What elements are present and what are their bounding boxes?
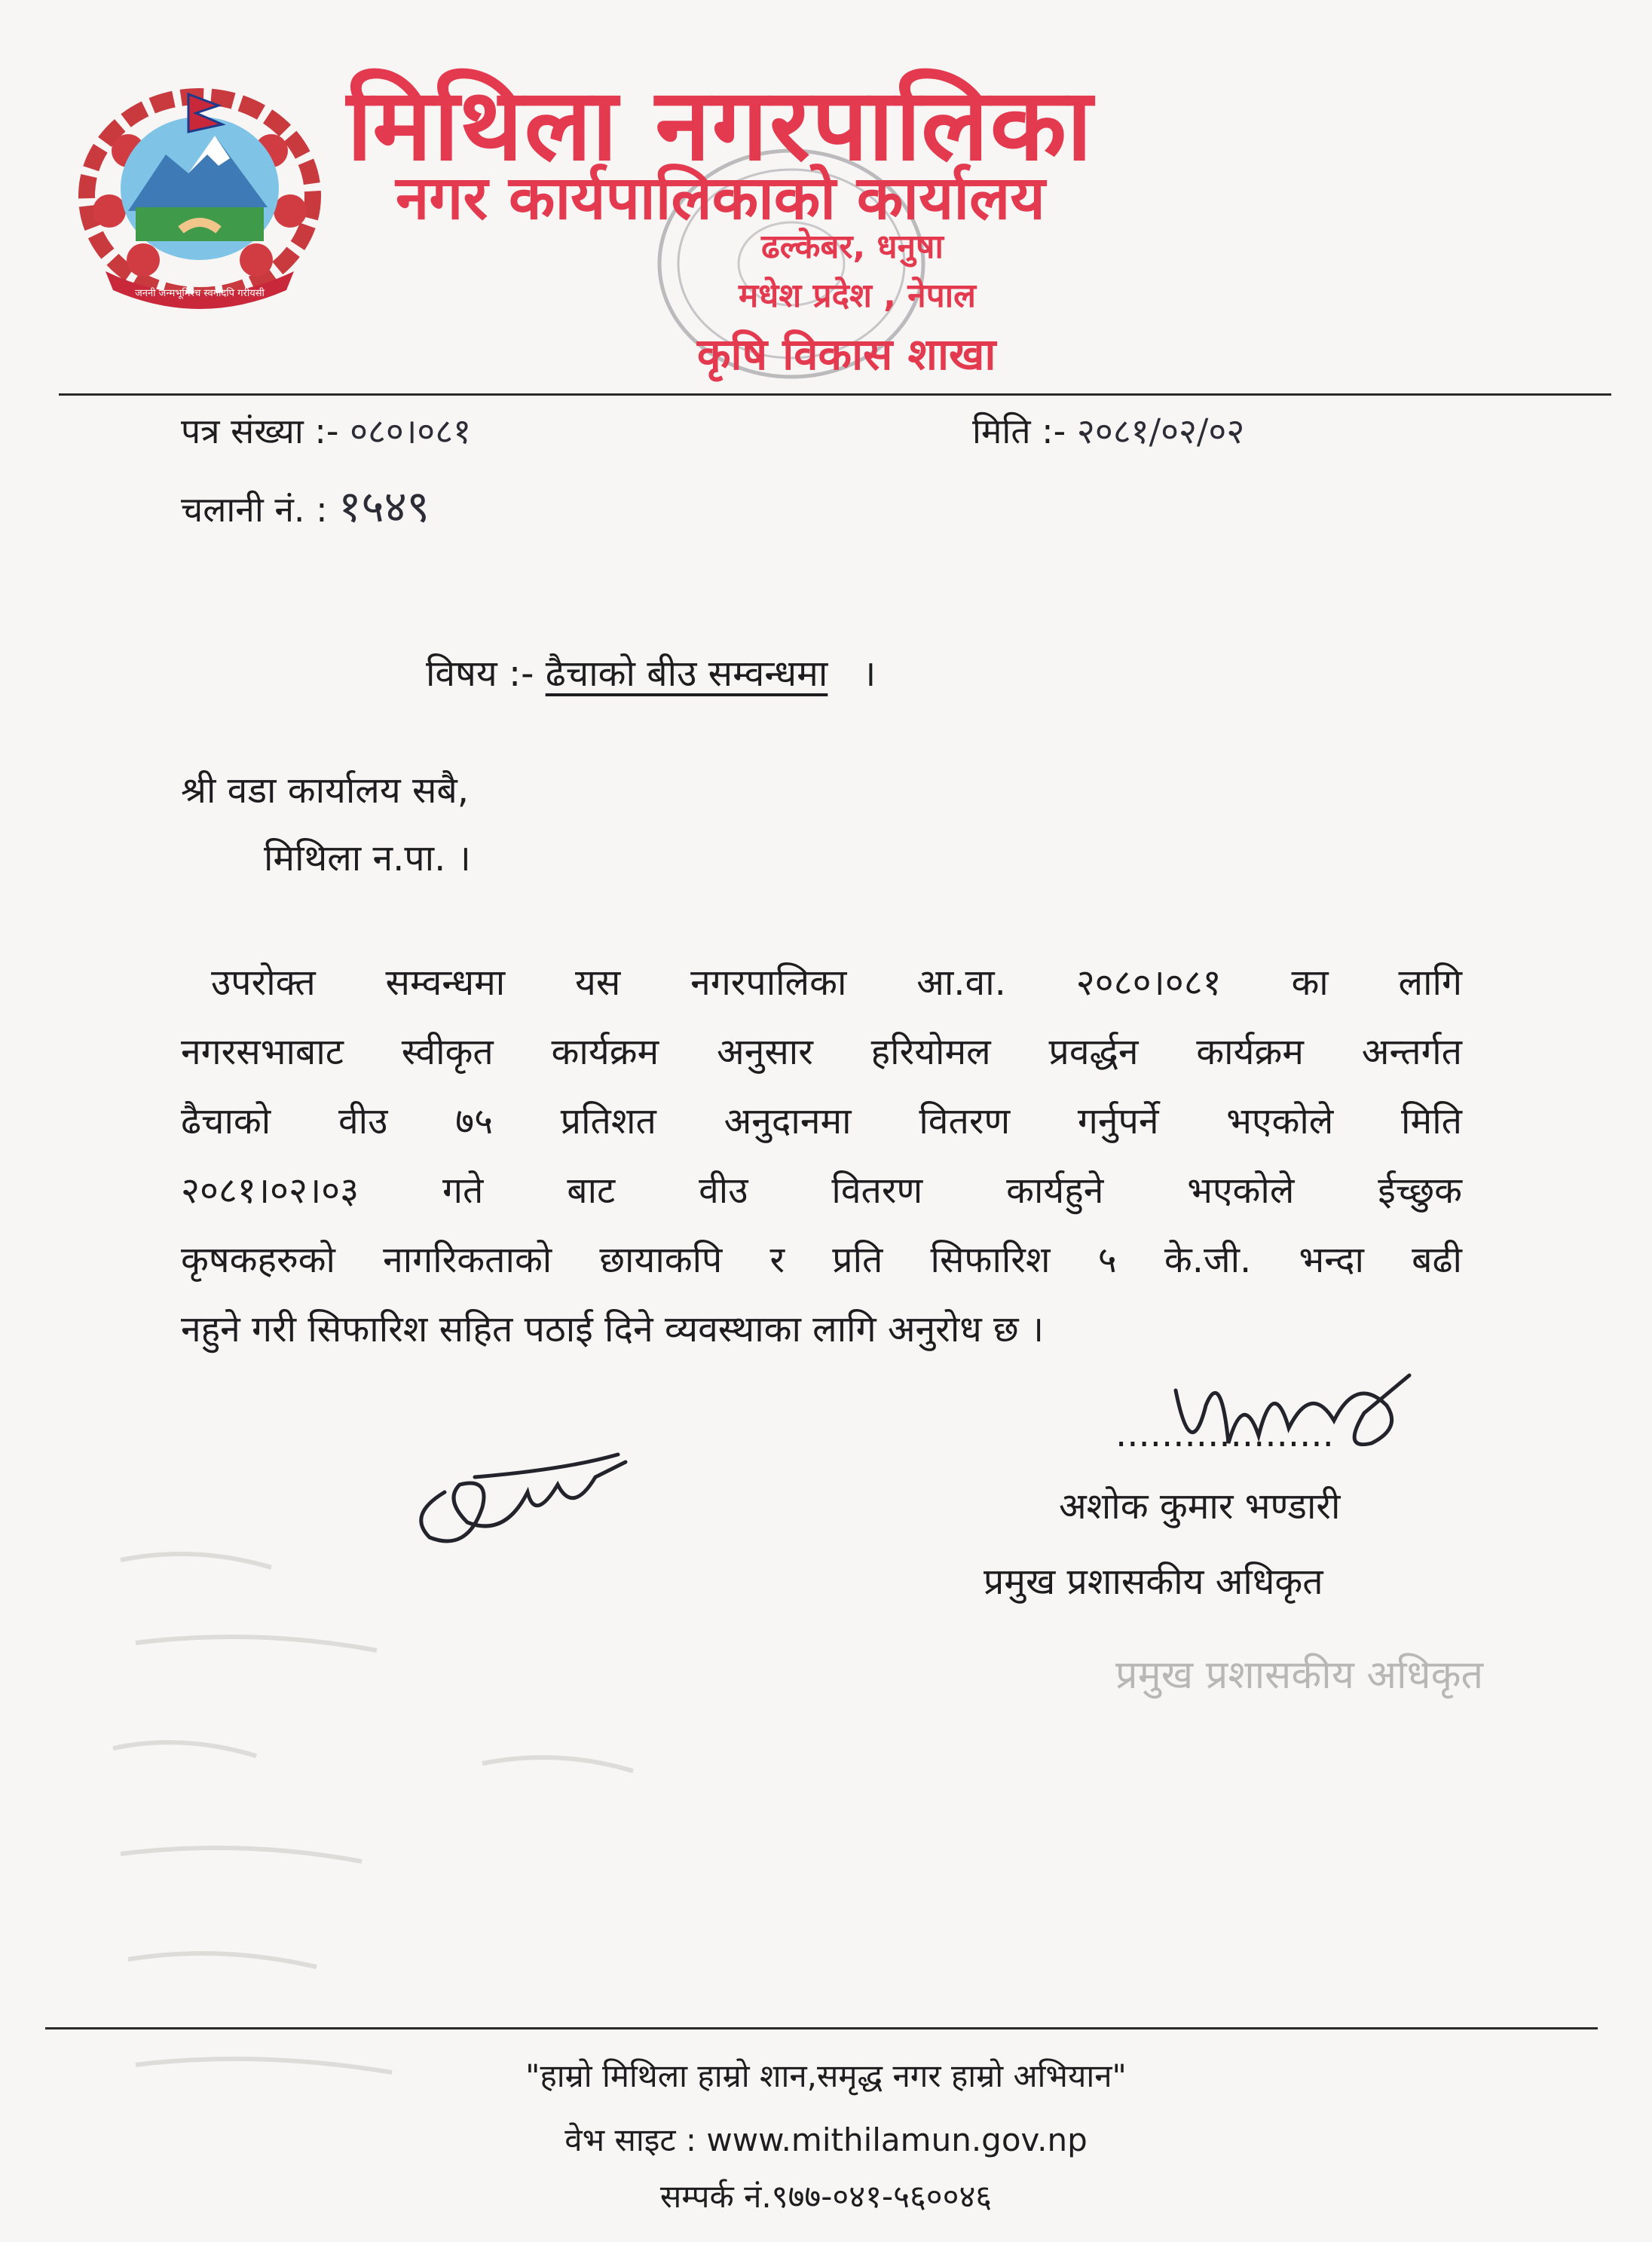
dispatch-number bbox=[181, 475, 430, 534]
svg-text:जननी जन्मभूमिश्च स्वर्गादपि गर: जननी जन्मभूमिश्च स्वर्गादपि गरीयसी bbox=[135, 288, 265, 299]
footer-divider bbox=[45, 2027, 1598, 2029]
footer-contact: सम्पर्क नं.९७७-०४१-५६००४६ bbox=[659, 2178, 993, 2215]
date-value: २०८१/०२/०२ bbox=[1076, 411, 1245, 451]
municipality-title: मिथिला नगरपालिका bbox=[347, 67, 1094, 183]
officer-name: अशोक कुमार भण्डारी bbox=[1059, 1485, 1341, 1528]
office-subtitle: नगर कार्यपालिकाको कार्यालय bbox=[396, 163, 1045, 233]
recipient-line-1: श्री वडा कार्यालय सबै, bbox=[181, 769, 470, 812]
letter-date bbox=[972, 407, 1244, 454]
subject-text: ढैचाको बीउ सम्वन्धमा bbox=[545, 653, 828, 695]
dispatch-label: चलानी नं. : bbox=[181, 489, 328, 530]
branch-name: कृषि विकास शाखा bbox=[697, 329, 996, 380]
body-line: २०८१।०२।०३ गते बाट वीउ वितरण कार्यहुने भएकोले ईच्छुक bbox=[181, 1170, 1462, 1212]
subject-end: । bbox=[862, 653, 876, 695]
date-label: मिति :- bbox=[972, 411, 1066, 451]
officer-title: प्रमुख प्रशासकीय अधिकृत bbox=[984, 1561, 1323, 1603]
reference-number bbox=[181, 407, 471, 454]
footer-slogan: "हाम्रो मिथिला हाम्रो शान,समृद्ध नगर हाम्रो अभियान" bbox=[525, 2057, 1127, 2094]
header-divider bbox=[59, 393, 1611, 396]
footer-website: वेभ साइट : www.mithilamun.gov.np bbox=[564, 2121, 1088, 2158]
address-line-1: ढल्केबर, धनुषा bbox=[761, 228, 944, 266]
title-stamp: प्रमुख प्रशासकीय अधिकृत bbox=[1115, 1653, 1484, 1698]
bleed-through-marks bbox=[106, 1537, 784, 2136]
body-line: ढैचाको वीउ ७५ प्रतिशत अनुदानमा वितरण गर्नुपर्ने भएकोले मिति bbox=[181, 1100, 1462, 1142]
nepal-emblem-icon bbox=[75, 83, 324, 309]
subject-line bbox=[426, 648, 876, 697]
body-line: उपरोक्त सम्वन्धमा यस नगरपालिका आ.वा. २०८०।०८१ का लागि bbox=[211, 962, 1462, 1004]
body-line: कृषकहरुको नागरिकताको छायाकपि र प्रति सिफारिश ५ के.जी. भन्दा बढी bbox=[181, 1239, 1462, 1281]
reference-value: ०८०।०८१ bbox=[350, 411, 472, 451]
reference-label: पत्र संख्या :- bbox=[181, 411, 339, 451]
address-line-2: मधेश प्रदेश , नेपाल bbox=[739, 277, 976, 315]
body-line: नगरसभाबाट स्वीकृत कार्यक्रम अनुसार हरियोमल प्रवर्द्धन कार्यक्रम अन्तर्गत bbox=[181, 1031, 1462, 1073]
recipient-line-2: मिथिला न.पा. । bbox=[264, 837, 471, 879]
dispatch-value: १५४९ bbox=[338, 481, 430, 532]
body-line: नहुने गरी सिफारिश सहित पठाई दिने व्यवस्थाका लागि अनुरोध छ । bbox=[181, 1308, 1045, 1350]
subject-label: विषय :- bbox=[426, 653, 534, 695]
signature-dots: ................... bbox=[1115, 1413, 1334, 1455]
